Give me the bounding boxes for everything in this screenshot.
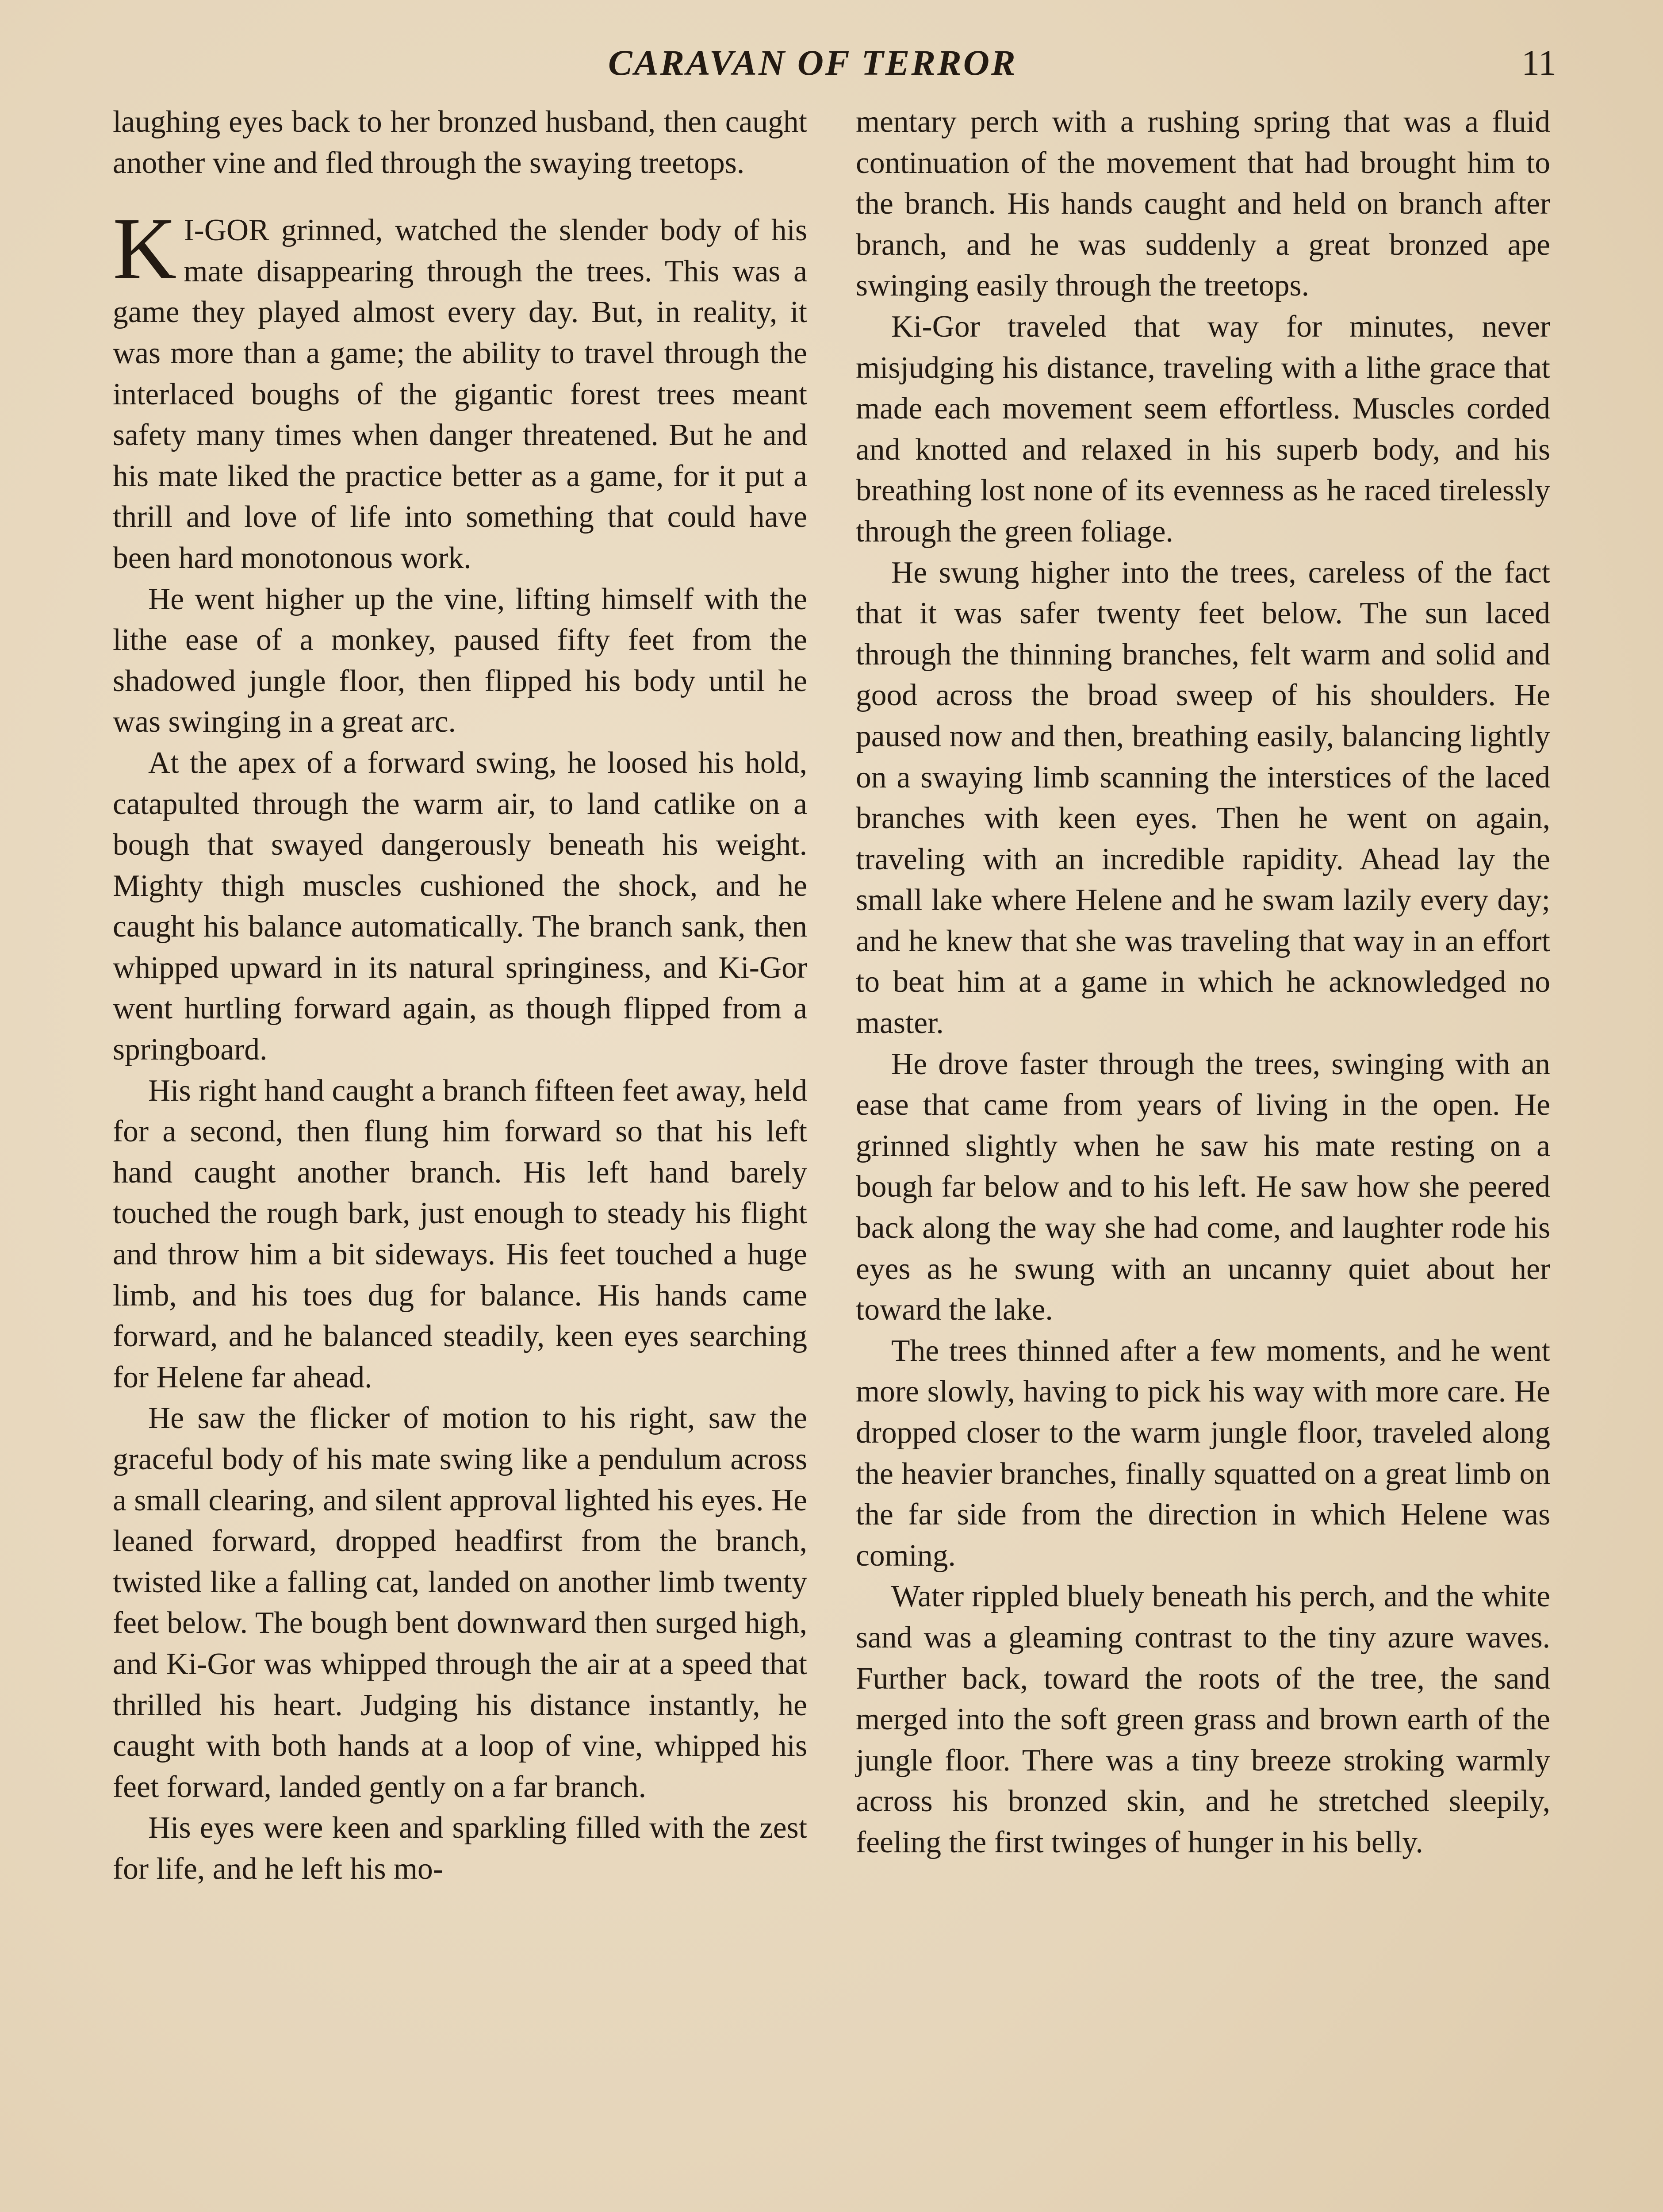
- page-number: 11: [1521, 42, 1556, 83]
- page-header: [0, 42, 1663, 91]
- paragraph: At the apex of a forward swing, he loosed his hold, catapulted through the warm air, to land catlike on a bough that swayed dangerously beneath his weight. Mighty thigh muscles cushioned the shock, and he caught his balance automatically. The branch sank, then whipped upward in its natural springiness, and Ki-Gor went hurtling forward again, as though flipped from a springboard.: [113, 745, 807, 1067]
- left-column: [113, 102, 807, 1890]
- paragraph: He went higher up the vine, lifting himself with the lithe ease of a monkey, paused fifty feet from the shadowed jungle floor, then flipped his body until he was swinging in a great arc.: [113, 582, 807, 739]
- paragraph: Water rippled bluely beneath his perch, and the white sand was a gleaming contrast to the tiny azure waves. Further back, toward the roots of the tree, the sand merged into the soft green grass and brown earth of the jungle floor. There was a tiny breeze stroking warmly across his bronzed skin, and he stretched sleepily, feeling the first twinges of hunger in his belly.: [856, 1579, 1550, 1859]
- right-column: [856, 102, 1550, 1863]
- paragraph: laughing eyes back to her bronzed husband, then caught another vine and fled through the swaying treetops.: [113, 105, 807, 180]
- paragraph: Ki-Gor traveled that way for minutes, never misjudging his distance, traveling with a lithe grace that made each movement seem effortless. Muscles corded and knotted and relaxed in his superb body, and his breathing lost none of its evenness as he raced tirelessly through the green foliage.: [856, 309, 1550, 549]
- running-title: CARAVAN OF TERROR: [608, 42, 1017, 83]
- paragraph: The trees thinned after a few moments, and he went more slowly, having to pick his way with more care. He dropped closer to the warm jungle floor, traveled along the heavier branches, finally squatted on a great limb on the far side from the direction in which Helene was coming.: [856, 1333, 1550, 1573]
- paragraph-dropcap: [113, 200, 807, 579]
- paragraph: His eyes were keen and sparkling filled with the zest for life, and he left his mo-: [113, 1811, 807, 1886]
- drop-cap-letter: K: [113, 200, 177, 298]
- paragraph: His right hand caught a branch fifteen feet away, held for a second, then flung him forward so that his left hand caught another branch. His left hand barely touched the rough bark, just enough to steady his flight and throw him a bit sideways. His feet touched a huge limb, and his toes dug for balance. His hands came forward, and he balanced steadily, keen eyes searching for Helene far ahead.: [113, 1073, 807, 1394]
- paragraph: He saw the flicker of motion to his right, saw the graceful body of his mate swing like a pendulum across a small clearing, and silent approval lighted his eyes. He leaned forward, dropped headfirst from the branch, twisted like a falling cat, landed on another limb twenty feet below. The bough bent downward then surged high, and Ki-Gor was whipped through the air at a speed that thrilled his heart. Judging his distance instantly, he caught with both hands at a loop of vine, whipped his feet forward, landed gently on a far branch.: [113, 1401, 807, 1804]
- paragraph: mentary perch with a rushing spring that was a fluid continuation of the movement that had brought him to the branch. His hands caught and held on branch after branch, and he was suddenly a great bronzed ape swinging easily through the treetops.: [856, 105, 1550, 303]
- paragraph: He drove faster through the trees, swinging with an ease that came from years of living in the open. He grinned slightly when he saw his mate resting on a bough far below and to his left. He saw how she peered back along the way she had come, and laughter rode his eyes as he swung with an uncanny quiet about her toward the lake.: [856, 1047, 1550, 1327]
- paragraph-text: I-GOR grinned, watched the slender body of his mate disappearing through the trees. This was a game they played almost every day. But, in reality, it was more than a game; the ability to travel through the interlaced boughs of the gigantic forest trees meant safety many times when danger threatened. But he and his mate liked the practice better as a game, for it put a thrill and love of life into something that could have been hard monotonous work.: [113, 213, 807, 575]
- paragraph: He swung higher into the trees, careless of the fact that it was safer twenty feet below. The sun laced through the thinning branches, felt warm and solid and good across the broad sweep of his shoulders. He paused now and then, breathing easily, balancing lightly on a swaying limb scanning the interstices of the laced branches with keen eyes. Then he went on again, traveling with an incredible rapidity. Ahead lay the small lake where Helene and he swam lazily every day; and he knew that she was traveling that way in an effort to beat him at a game in which he acknowledged no master.: [856, 555, 1550, 1041]
